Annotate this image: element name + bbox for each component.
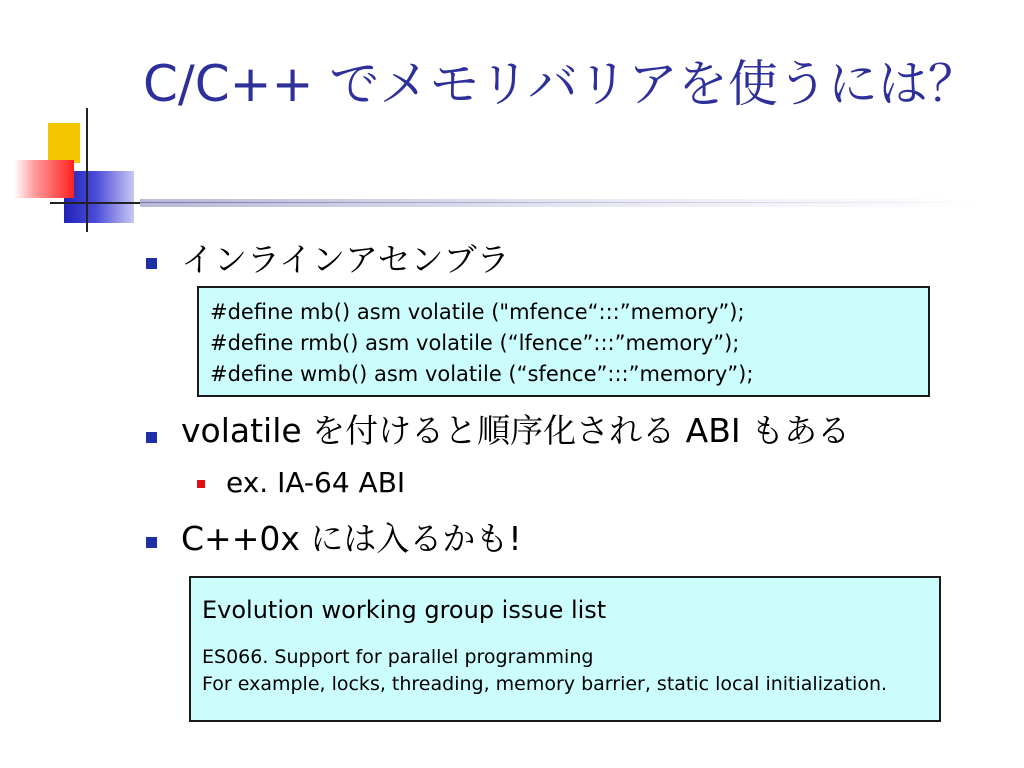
bullet-text-cpp0x: C++0x には入るかも! — [181, 519, 522, 558]
evolution-box — [189, 576, 941, 722]
bullet-text-volatile: volatile を付けると順序化される ABI もある — [181, 411, 851, 450]
sub-bullet-marker — [197, 480, 205, 488]
vertical-line-decoration — [86, 108, 88, 232]
title-underline-line — [140, 202, 980, 203]
corner-decoration — [0, 0, 140, 240]
sub-bullet-text: ex. IA-64 ABI — [226, 466, 406, 499]
code-line: #define mb() asm volatile ("mfence“:::”memory”); — [210, 300, 745, 324]
evolution-box-line: For example, locks, threading, memory barrier, static local initialization. — [202, 673, 888, 695]
yellow-square-decoration — [48, 123, 80, 163]
red-square-decoration — [14, 160, 74, 198]
bullet-marker — [146, 432, 157, 443]
horizontal-line-decoration — [50, 202, 146, 204]
bullet-marker — [146, 537, 157, 548]
bullet-text-inline-asm: インラインアセンブラ — [181, 240, 510, 279]
code-box — [197, 286, 930, 397]
slide-title: C/C++ でメモリバリアを使うには？ — [143, 55, 978, 113]
blue-square-decoration — [64, 171, 134, 223]
evolution-box-line: ES066. Support for parallel programming — [202, 646, 594, 668]
evolution-box-title: Evolution working group issue list — [202, 596, 607, 624]
title-underline — [140, 199, 980, 207]
bullet-marker — [146, 258, 157, 269]
code-line: #define wmb() asm volatile (“sfence”:::”memory”); — [210, 362, 754, 386]
code-line: #define rmb() asm volatile (“lfence”:::”memory”); — [210, 331, 740, 355]
